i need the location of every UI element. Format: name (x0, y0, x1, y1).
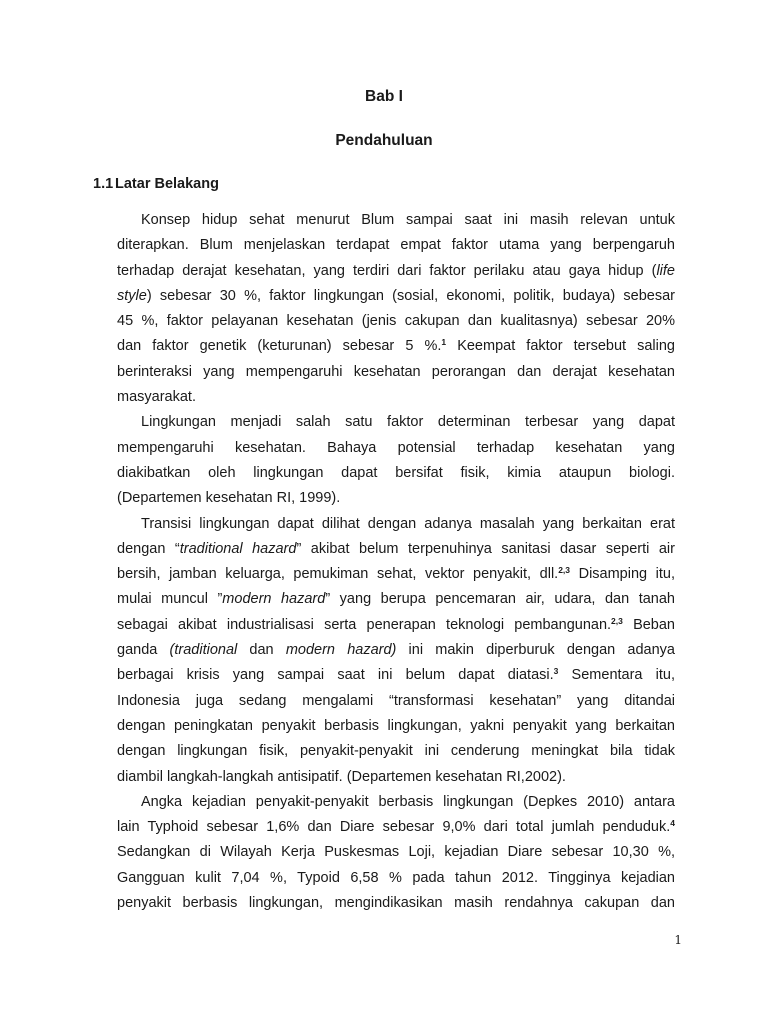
body-text (117, 208, 675, 916)
paragraph-2-line-4: (Departemen kesehatan RI, 1999). (117, 490, 341, 507)
paragraph-1-line-6: dan faktor genetik (keturunan) sebesar 5 %.$^1$ Keempat faktor tersebut saling (117, 337, 675, 355)
chapter-number: Bab I (365, 88, 403, 105)
paragraph-1-line-8: masyarakat. (117, 389, 196, 406)
paragraph-1-line-3: terhadap derajat kesehatan, yang terdiri dari faktor perilaku atau gaya hidup (life (117, 262, 675, 279)
paragraph-4-line-1: Angka kejadian penyakit-penyakit berbasis lingkungan (Depkes 2010) antara (141, 793, 675, 810)
page-number: 1 (674, 933, 682, 947)
paragraph-1-line-4: style) sebesar 30 %, faktor lingkungan (sosial, ekonomi, politik, budaya) sebesar (117, 287, 675, 304)
footnote-ref: 1 (441, 337, 447, 348)
paragraph-2-line-1: Lingkungan menjadi salah satu faktor determinan terbesar yang dapat (141, 414, 675, 431)
paragraph-3-line-6: ganda (traditional dan modern hazard) ini makin diperburuk dengan adanya (117, 642, 675, 659)
footnote-ref: 2,3 (611, 615, 623, 626)
footnote-ref: 3 (553, 666, 559, 677)
paragraph-4-line-5: penyakit berbasis lingkungan, mengindikasikan masih rendahnya cakupan dan (117, 895, 675, 912)
paragraph-4-line-3: Sedangkan di Wilayah Kerja Puskesmas Loji, kejadian Diare sebesar 10,30 %, (117, 844, 675, 861)
paragraph-4-line-2: lain Typhoid sebesar 1,6% dan Diare sebesar 9,0% dari total jumlah penduduk.$^4$ (117, 818, 675, 836)
section-number: 1.1 (93, 176, 114, 192)
paragraph-3-line-10: dengan lingkungan fisik, penyakit-penyakit ini cenderung meningkat bila tidak (117, 743, 675, 760)
paragraph-1-line-5: 45 %, faktor pelayanan kesehatan (jenis cakupan dan kualitasnya) sebesar 20% (117, 313, 675, 330)
paragraph-3-line-2: dengan “traditional hazard” akibat belum terpenuhinya sanitasi dasar seperti air (117, 540, 675, 557)
paragraph-3-line-3: bersih, jamban keluarga, pemukiman sehat, vektor penyakit, dll.$^{2,3}$ Disamping itu, (117, 565, 676, 583)
paragraph-3-line-8: Indonesia juga sedang mengalami “transformasi kesehatan” yang ditandai (117, 692, 675, 709)
paragraph-1-line-2: diterapkan. Blum menjelaskan terdapat empat faktor utama yang berpengaruh (117, 237, 675, 254)
paragraph-3-line-9: dengan peningkatan penyakit berbasis lingkungan, yakni penyakit yang berkaitan (117, 717, 675, 734)
paragraph-3-line-5: sebagai akibat industrialisasi serta penerapan teknologi pembangunan.$^{2,3}$ Beban (117, 615, 675, 633)
section-heading (93, 176, 219, 192)
paragraph-4-line-4: Gangguan kulit 7,04 %, Typoid 6,58 % pada tahun 2012. Tingginya kejadian (117, 869, 675, 886)
paragraph-3-line-11: diambil langkah-langkah antisipatif. (Departemen kesehatan RI,2002). (117, 768, 566, 785)
paragraph-2-line-3: diakibatkan oleh lingkungan dapat bersifat fisik, kimia ataupun biologi. (117, 464, 675, 481)
paragraph-3-line-4: mulai muncul ”modern hazard” yang berupa pencemaran air, udara, dan tanah (117, 591, 676, 608)
section-title: Latar Belakang (115, 176, 219, 192)
paragraph-1-line-1: Konsep hidup sehat menurut Blum sampai saat ini masih relevan untuk (141, 212, 675, 228)
footnote-ref: 2,3 (558, 565, 571, 576)
paragraph-3-line-7: berbagai krisis yang sampai saat ini belum dapat diatasi.$^3$ Sementara itu, (117, 666, 676, 684)
paragraph-1-line-7: berinteraksi yang mempengaruhi kesehatan perorangan dan derajat kesehatan (117, 363, 675, 380)
footnote-ref: 4 (670, 818, 675, 829)
chapter-title: Pendahuluan (335, 132, 433, 149)
paragraph-2-line-2: mempengaruhi kesehatan. Bahaya potensial terhadap kesehatan yang (117, 439, 675, 456)
paragraph-3-line-1: Transisi lingkungan dapat dilihat dengan adanya masalah yang berkaitan erat (141, 515, 675, 532)
